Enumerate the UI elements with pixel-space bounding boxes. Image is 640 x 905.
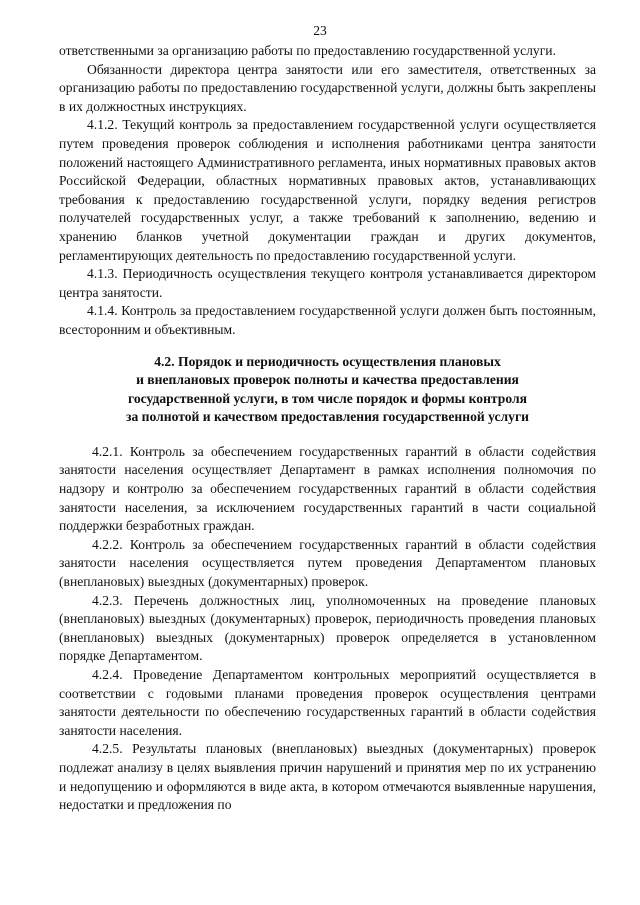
heading-line: 4.2. Порядок и периодичность осуществления плановых: [154, 353, 501, 369]
paragraph: 4.2.2. Контроль за обеспечением государственных гарантий в области содействия занятости населения осуществляется путем проведения Департаментом плановых (внеплановых) выездных (документарных) проверок.: [59, 536, 596, 590]
paragraph: 4.2.5. Результаты плановых (внеплановых) выездных (документарных) проверок подлежат анализу в целях выявления причин нарушений и принятия мер по их устранению и недопущению и оформляются в виде акта, в котором отмечаются выявленные нарушения, недостатки и предложения по: [59, 741, 596, 813]
paragraph: 4.2.3. Перечень должностных лиц, уполномоченных на проведение плановых (внеплановых) выездных (документарных) проверок, периодичность проведения плановых (внеплановых) выездных (документарных) проверок определяется в установленном порядке Департаментом.: [59, 592, 596, 664]
paragraph: 4.1.4. Контроль за предоставлением государственной услуги должен быть постоянным, всесторонним и объективным.: [59, 303, 596, 337]
heading-line: за полнотой и качеством предоставления государственной услуги: [126, 409, 529, 425]
paragraph: ответственными за организацию работы по предоставлению государственной услуги.: [59, 43, 556, 58]
paragraph: Обязанности директора центра занятости или его заместителя, ответственных за организацию работы по предоставлению государственной услуги, должны быть закреплены в их должностных инструкциях.: [59, 61, 596, 114]
paragraph: 4.1.2. Текущий контроль за предоставлением государственной услуги осуществляется путем проведения проверок соблюдения и исполнения работниками центра занятости положений настоящего Административного регламента, иных нормативных правовых актов Российской Федерации, областных нормативных правовых актов, устанавливающих требования к предоставлению государственной услуги, порядку ведения регистров получателей государственных услуг, а также требований к заполнению, ведению и хранению бланков учетной документации граждан и других документов, регламентирующих деятельность по предоставлению государственной услуги.: [59, 117, 596, 263]
heading-line: государственной услуги, в том числе порядок и формы контроля: [128, 390, 527, 406]
heading-line: и внеплановых проверок полноты и качества предоставления: [136, 372, 519, 388]
page-number: 23: [313, 23, 327, 38]
document-body: [59, 42, 596, 815]
paragraph: 4.2.1. Контроль за обеспечением государственных гарантий в области содействия занятости населения осуществляет Департамент в рамках исполнения полномочия по надзору и контролю за обеспечением государственных гарантий в области содействия занятости населения, за исключением государственных гарантий в части социальной поддержки безработных граждан.: [59, 443, 596, 534]
paragraph: 4.1.3. Периодичность осуществления текущего контроля устанавливается директором центра занятости.: [59, 266, 596, 300]
paragraph: 4.2.4. Проведение Департаментом контрольных мероприятий осуществляется в соответствии с годовыми планами проведения проверок осуществления центрами занятости деятельности по обеспечению государственных гарантий в области содействия занятости населения.: [59, 667, 596, 738]
section-heading: [59, 353, 596, 427]
